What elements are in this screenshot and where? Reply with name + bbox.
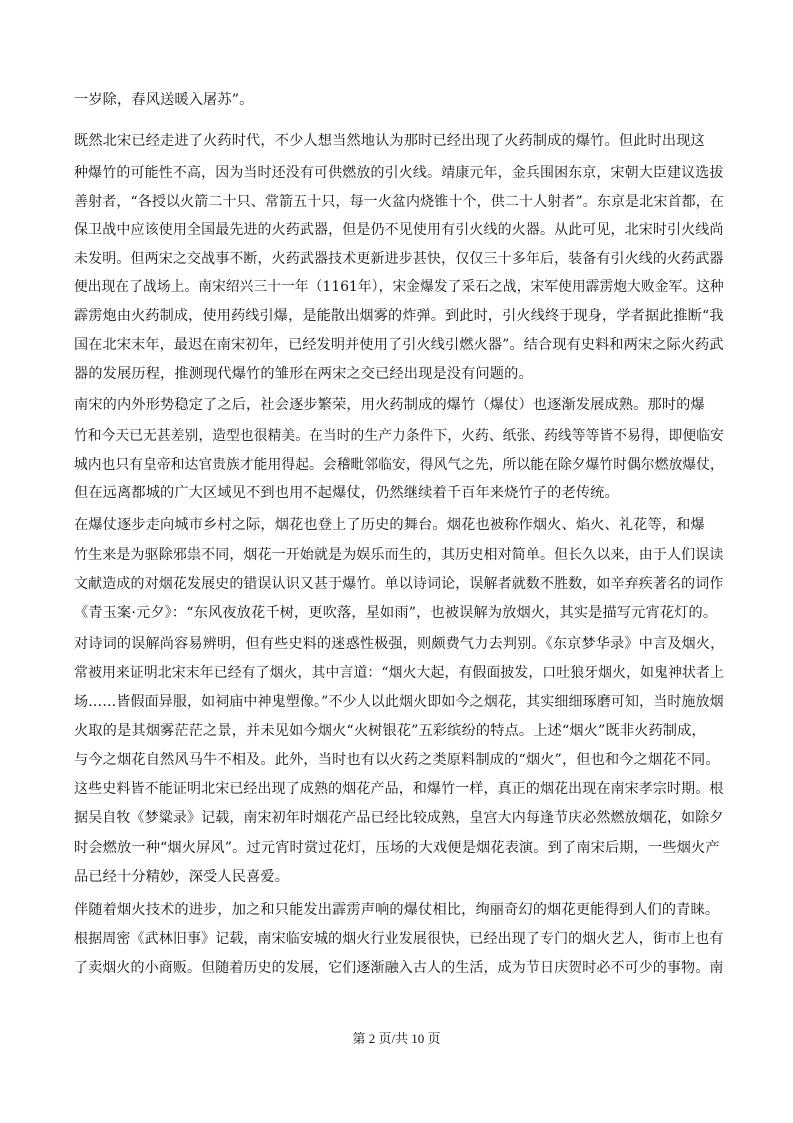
paragraph-line: 文献造成的对烟花发展史的错误认识又甚于爆竹。单以诗词论，误解者就数不胜数，如辛弃疾著名的词作: [74, 576, 724, 592]
paragraph-line: 便出现在了战场上。南宋绍兴三十一年（1161年），宋金爆发了采石之战，宋军使用霹雳炮大败金军。这种: [74, 279, 724, 295]
paragraph-line: 根据周密《武林旧事》记载，南宋临安城的烟火行业发展很快，已经出现了专门的烟火艺人，街市上也有: [74, 931, 724, 947]
paragraph-line: 既然北宋已经走进了火药时代，不少人想当然地认为那时已经出现了火药制成的爆竹。但此时出现这: [74, 133, 705, 149]
paragraph-line: 国在北宋末年，最迟在南宋初年，已经发明并使用了引火线引燃火器”。结合现有史料和两宋之际火药武: [74, 337, 724, 353]
paragraph-line: 时会燃放一种“烟火屏风”。过元宵时赏过花灯，压场的大戏便是烟花表演。到了南宋后期，一些烟火产: [74, 840, 720, 856]
paragraph-line: 火取的是其烟雾茫茫之景，并未见如今烟火“火树银花”五彩缤纷的特点。上述“烟火”既非火药制成，: [74, 723, 706, 739]
paragraph-line: 品已经十分精妙，深受人民喜爱。: [74, 869, 290, 885]
paragraph-line: 场……皆假面异服，如祠庙中神鬼塑像。”不少人以此烟火即如今之烟花，其实细细琢磨可知，当时施放烟: [74, 694, 724, 710]
paragraph-line: 与今之烟花自然风马牛不相及。此外，当时也有以火药之类原料制成的“烟火”，但也和今之烟花不同。: [74, 752, 720, 768]
paragraph-line: 未发明。但两宋之交战事不断，火药武器技术更新进步甚快，仅仅三十多年后，装备有引火线的火药武器: [74, 251, 724, 267]
paragraph-line: 在爆仗逐步走向城市乡村之际，烟花也登上了历史的舞台。烟花也被称作烟火、焰火、礼花等，和爆: [74, 517, 705, 533]
paragraph-line: 《青玉案·元夕》：“东风夜放花千树，更吹落，星如雨”，也被误解为放烟火，其实是描写元宵花灯的。: [74, 605, 718, 621]
paragraph-line: 一岁除，春风送暖入屠苏”。: [74, 92, 254, 108]
paragraph-line: 常被用来证明北宋末年已经有了烟火，其中言道：“烟火大起，有假面披发，口吐狼牙烟火，如鬼神状者上: [74, 665, 724, 681]
paragraph-line: 但在远离都城的广大区域见不到也用不起爆仗，仍然继续着千百年来烧竹子的老传统。: [74, 485, 619, 501]
paragraph-line: 南宋的内外形势稳定了之后，社会逐步繁荣，用火药制成的爆竹（爆仗）也逐渐发展成熟。那时的爆: [74, 397, 705, 413]
page-footer: 第 2 页/共 10 页: [352, 1031, 441, 1046]
paragraph-line: 种爆竹的可能性不高，因为当时还没有可供燃放的引火线。靖康元年，金兵围困东京，宋朝大臣建议选拔: [74, 165, 724, 181]
paragraph-line: 对诗词的误解尚容易辨明，但有些史料的迷惑性极强，则颇费气力去判别。《东京梦华录》中言及烟火，: [74, 636, 725, 652]
paragraph-line: 竹生来是为驱除邪祟不同，烟花一开始就是为娱乐而生的，其历史相对简单。但长久以来，由于人们误读: [74, 547, 724, 563]
paragraph-line: 竹和今天已无甚差别，造型也很精美。在当时的生产力条件下，火药、纸张、药线等等皆不易得，即便临安: [74, 428, 724, 444]
paragraph-line: 保卫战中应该使用全国最先进的火药武器，但是仍不见使用有引火线的火器。从此可见，北宋时引火线尚: [74, 222, 724, 238]
paragraph-line: 器的发展历程，推测现代爆竹的雏形在两宋之交已经出现是没有问题的。: [74, 366, 533, 382]
paragraph-line: 这些史料皆不能证明北宋已经出现了成熟的烟花产品，和爆竹一样，真正的烟花出现在南宋孝宗时期。根: [74, 781, 724, 797]
paragraph-line: 霹雳炮由火药制成，使用药线引爆，是能散出烟雾的炸弹。到此时，引火线终于现身，学者据此推断“我: [74, 308, 724, 324]
paragraph-line: 了卖烟火的小商贩。但随着历史的发展，它们逐渐融入古人的生活，成为节日庆贺时必不可少的事物。南: [74, 960, 724, 976]
paragraph-line: 伴随着烟火技术的进步，加之和只能发出霹雳声响的爆仗相比，绚丽奇幻的烟花更能得到人们的青睐。: [74, 902, 720, 918]
paragraph-line: 据吴自牧《梦粱录》记载，南宋初年时烟花产品已经比较成熟，皇宫大内每逢节庆必然燃放烟花，如除夕: [74, 810, 724, 826]
paragraph-line: 城内也只有皇帝和达官贵族才能用得起。会稽毗邻临安，得风气之先，所以能在除夕爆竹时偶尔燃放爆仗，: [74, 457, 724, 473]
paragraph-line: 善射者，“各授以火箭二十只、常箭五十只，每一火盆内烧锥十个，供二十人射者”。东京是北宋首都，在: [74, 194, 724, 210]
